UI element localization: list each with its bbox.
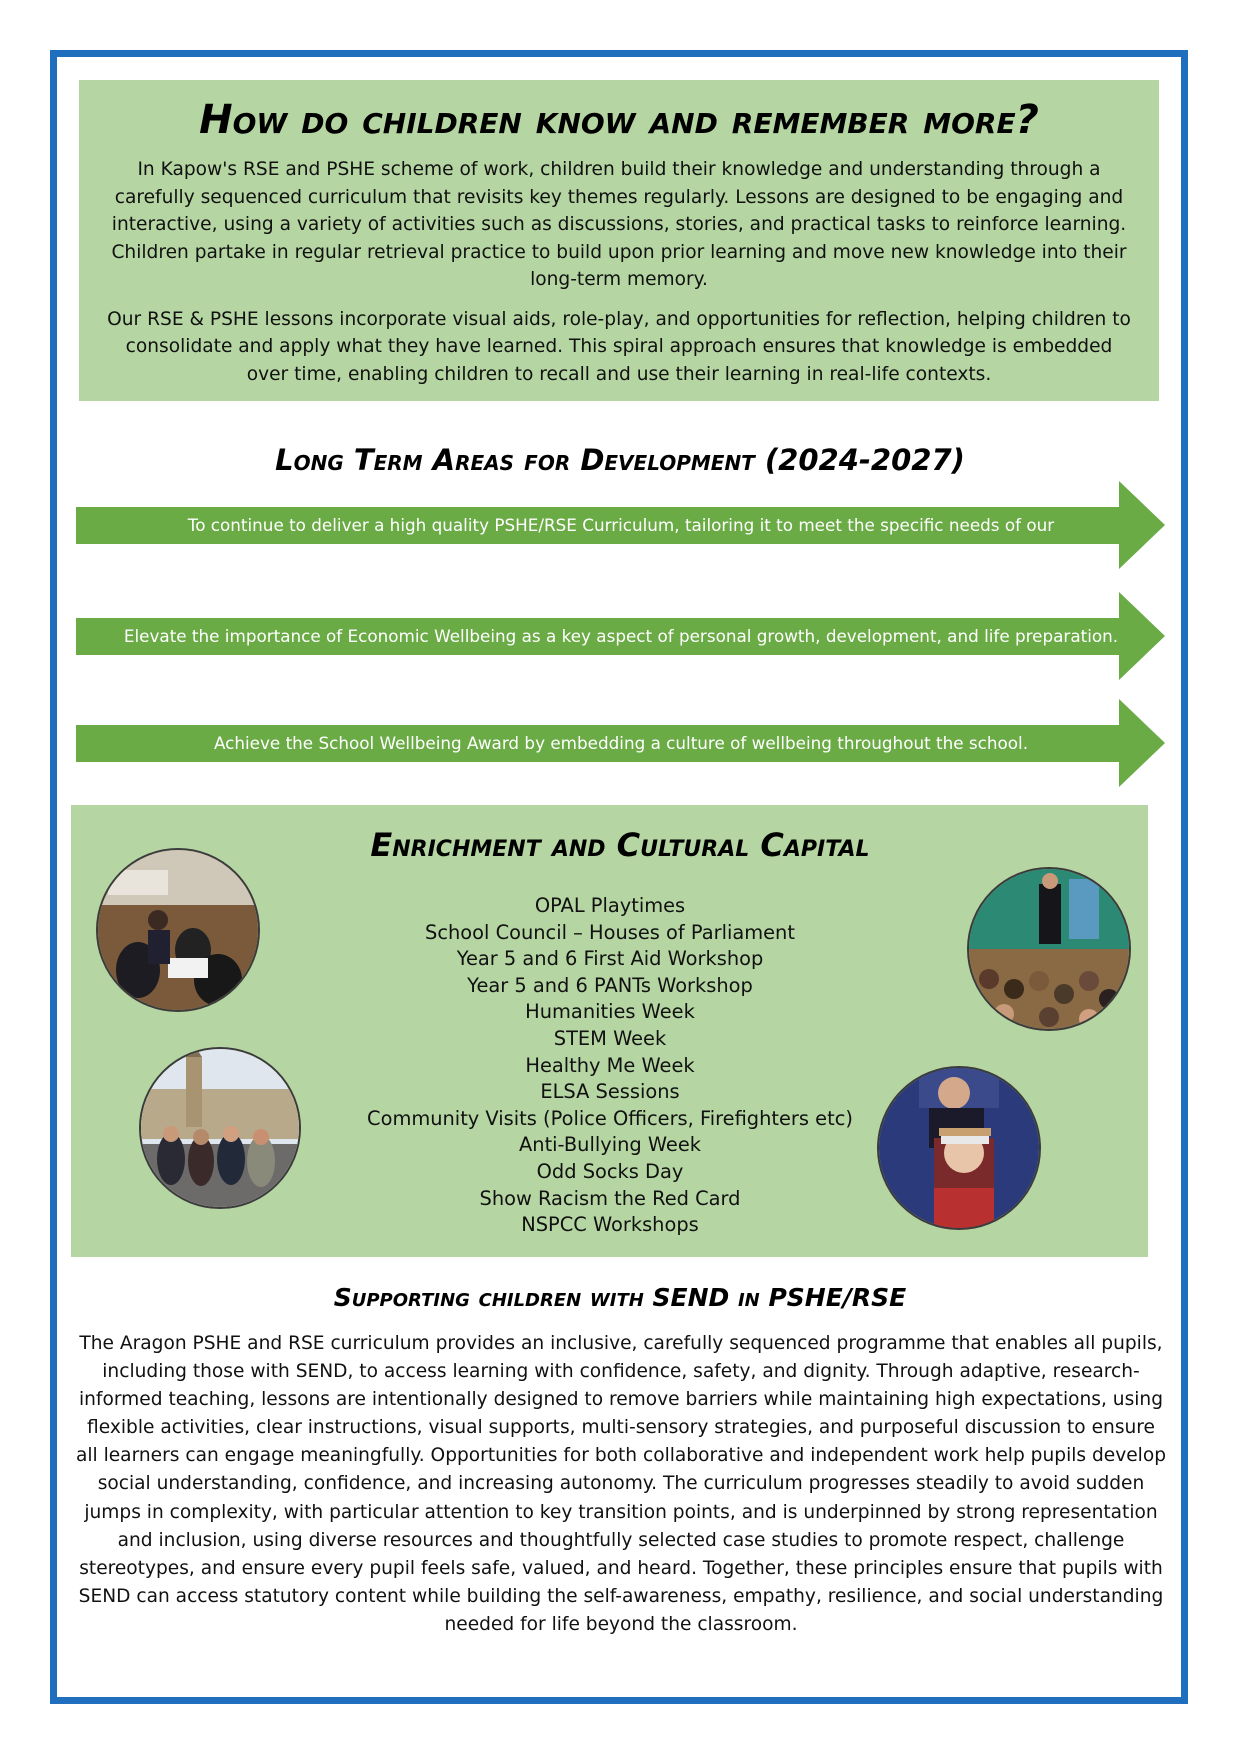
development-arrow-2 bbox=[76, 592, 1164, 680]
enrichment-item: NSPCC Workshops bbox=[521, 1213, 699, 1237]
enrichment-item: Healthy Me Week bbox=[525, 1053, 695, 1077]
enrichment-item: Anti-Bullying Week bbox=[519, 1133, 701, 1157]
knowledge-panel bbox=[79, 80, 1159, 401]
enrichment-item: Show Racism the Red Card bbox=[479, 1186, 741, 1210]
enrichment-title: Enrichment and Cultural Capital bbox=[370, 826, 870, 864]
photo-assembly-circle bbox=[967, 867, 1131, 1031]
send-title: Supporting children with SEND in PSHE/RSE bbox=[333, 1283, 907, 1312]
enrichment-item: Year 5 and 6 PANTs Workshop bbox=[467, 973, 753, 997]
development-arrow-3-text: Achieve the School Wellbeing Award by embedding a culture of wellbeing throughout the school. bbox=[213, 733, 1029, 753]
knowledge-title: How do children know and remember more? bbox=[199, 97, 1039, 143]
enrichment-item: Year 5 and 6 First Aid Workshop bbox=[456, 947, 764, 971]
development-arrow-2-text: Elevate the importance of Economic Wellbeing as a key aspect of personal growth, development, and life preparation. bbox=[123, 626, 1119, 646]
knowledge-paragraph-1: In Kapow's RSE and PSHE scheme of work, children build their knowledge and understanding through a carefully sequenced curriculum that revisits key themes regularly. Lessons are designed to be engaging and interactive, using a variety of activities such as discussions, stories, and practical tasks to reinforce learning. Children partake in regular retrieval practice to build upon prior learning and move new knowledge into their long-term memory. bbox=[111, 159, 1127, 290]
development-arrow-3 bbox=[76, 699, 1164, 787]
development-arrow-1 bbox=[76, 481, 1164, 569]
enrichment-list bbox=[330, 893, 890, 1239]
enrichment-item: STEM Week bbox=[553, 1026, 667, 1050]
photo-parliament-circle bbox=[139, 1047, 301, 1209]
knowledge-paragraph-2: Our RSE & PSHE lessons incorporate visual aids, role-play, and opportunities for reflection, helping children to consolidate and apply what they have learned. This spiral approach ensures that knowledge is embedded over time, enabling children to recall and use their learning in real-life contexts. bbox=[107, 308, 1131, 385]
send-paragraph: The Aragon PSHE and RSE curriculum provides an inclusive, carefully sequenced programme that enables all pupils, including those with SEND, to access learning with confidence, safety, and dignity. Through adaptive, research-informed teaching, lessons are intentionally designed to remove barriers while maintaining high expectations, using flexible activities, clear instructions, visual supports, multi-sensory strategies, and purposeful discussion to ensure all learners can engage meaningfully. Opportunities for both collaborative and independent work help pupils develop social understanding, confidence, and increasing autonomy. The curriculum progresses steadily to avoid sudden jumps in complexity, with particular attention to key transition points, and is underpinned by strong representation and inclusion, using diverse resources and thoughtfully selected case studies to promote respect, challenge stereotypes, and ensure every pupil feels safe, valued, and heard. Together, these principles ensure that pupils with SEND can access statutory content while building the self-awareness, empathy, resilience, and social understanding needed for life beyond the classroom. bbox=[75, 1333, 1167, 1635]
enrichment-item: School Council – Houses of Parliament bbox=[425, 920, 795, 944]
enrichment-item: Humanities Week bbox=[525, 1000, 695, 1024]
enrichment-item: ELSA Sessions bbox=[540, 1080, 680, 1104]
photo-classroom-circle bbox=[96, 848, 260, 1012]
enrichment-item: Community Visits (Police Officers, Firefighters etc) bbox=[367, 1106, 853, 1130]
enrichment-item: OPAL Playtimes bbox=[534, 894, 686, 917]
development-arrow-1-text: To continue to deliver a high quality PSHE/RSE Curriculum, tailoring it to meet the specific needs of our bbox=[187, 515, 1055, 535]
development-title: Long Term Areas for Development (2024-2027) bbox=[275, 443, 965, 477]
enrichment-item: Odd Socks Day bbox=[536, 1159, 684, 1183]
photo-first-aid-circle bbox=[877, 1066, 1041, 1230]
